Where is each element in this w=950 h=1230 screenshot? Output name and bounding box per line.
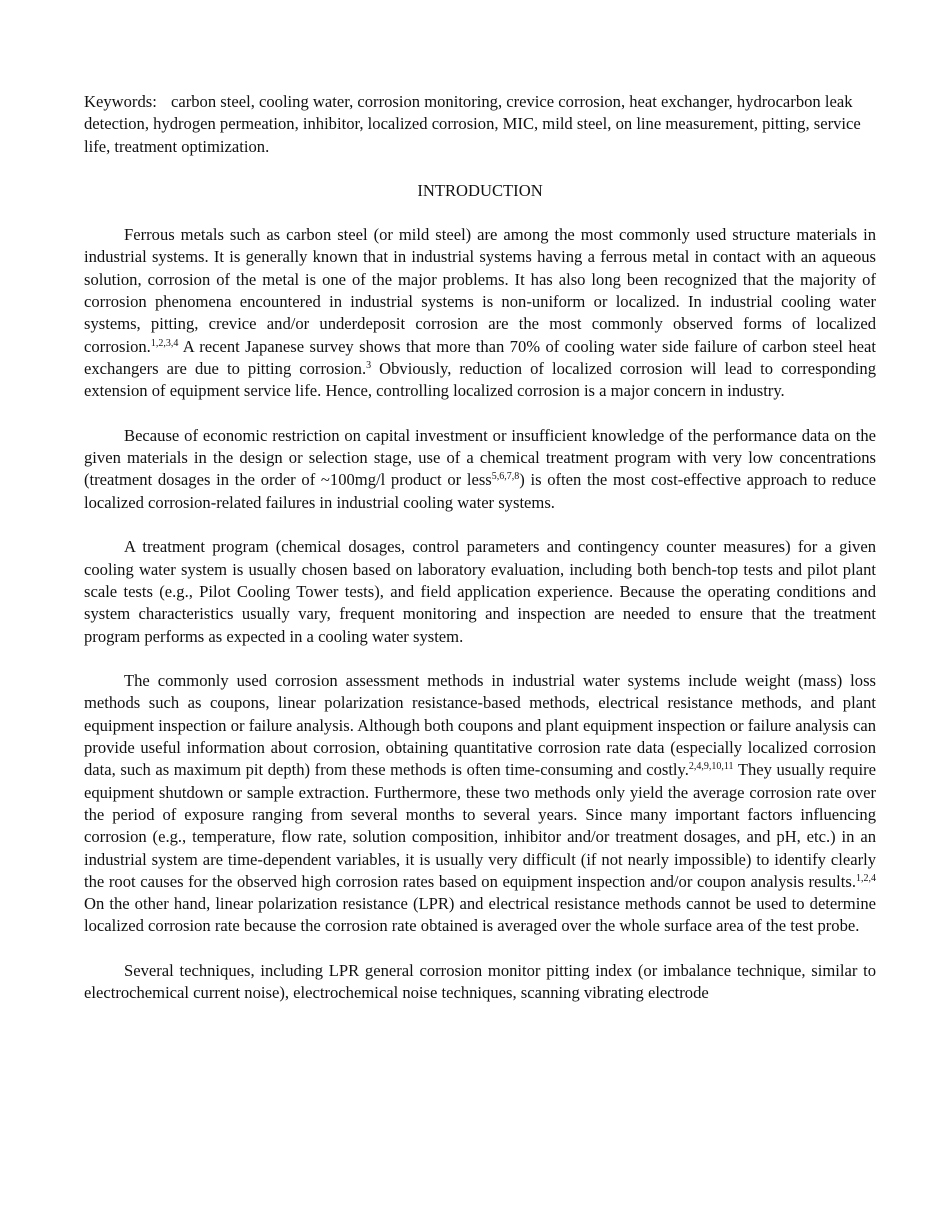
paragraph-2-text-b: ) is often the most cost-effective approach to reduce localized corrosion-related failures in industrial cooling water systems. [84, 470, 876, 512]
paragraph-2-text-a: Because of economic restriction on capital investment or insufficient knowledge of the performance data on the given materials in the design or selection stage, use of a chemical treatment program with very low concentrations (treatment dosages in the order of ~100mg/l product or less [84, 425, 876, 490]
paragraph-4-text-a: The commonly used corrosion assessment methods in industrial water systems include weight (mass) loss methods such as coupons, linear polarization resistance-based methods, electrical resistance methods, and plant equipment inspection or failure analysis. Although both coupons and plant equipment inspection or failure analysis can provide useful information about corrosion, obtaining quantitative corrosion rate data (especially localized corrosion data, such as maximum pit depth) from these methods is often time-consuming and costly. [84, 671, 876, 780]
paragraph-3 [84, 536, 876, 647]
paragraph-4 [84, 670, 876, 938]
document-page [84, 91, 876, 1005]
paragraph-1-text-b: A recent Japanese survey shows that more than 70% of cooling water side failure of carbon steel heat exchangers are due to pitting corrosion. [84, 336, 876, 378]
citation-3: 3 [366, 359, 372, 371]
citation-1-2-4: 1,2,4 [856, 872, 876, 884]
paragraph-1 [84, 224, 876, 402]
paragraph-4-text-c: On the other hand, linear polarization resistance (LPR) and electrical resistance methods cannot be used to determine localized corrosion rate because the corrosion rate obtained is averaged over the whole surface area of the test probe. [84, 894, 876, 936]
paragraph-4-text-b: They usually require equipment shutdown or sample extraction. Furthermore, these two methods only yield the average corrosion rate over the period of exposure ranging from several months to several years. Since many important factors influencing corrosion (e.g., temperature, flow rate, solution composition, inhibitor and/or treatment dosages, and pH, etc.) in an industrial system are time-dependent variables, it is usually very difficult (if not nearly impossible) to identify clearly the root causes for the observed high corrosion rates based on equipment inspection and/or coupon analysis results. [84, 760, 876, 891]
paragraph-1-text-a: Ferrous metals such as carbon steel (or mild steel) are among the most commonly used structure materials in industrial systems. It is generally known that in industrial systems having a ferrous metal in contact with an aqueous solution, corrosion of the metal is one of the major problems. It has also long been recognized that the majority of corrosion phenomena encountered in industrial systems is non-uniform or localized. In industrial cooling water systems, pitting, crevice and/or underdeposit corrosion are the most commonly observed forms of localized corrosion. [84, 225, 876, 356]
citation-1-2-3-4: 1,2,3,4 [150, 337, 179, 349]
citation-5-6-7-8: 5,6,7,8 [491, 471, 520, 483]
keywords-text: carbon steel, cooling water, corrosion monitoring, crevice corrosion, heat exchanger, hydrocarbon leak detection, hydrogen permeation, inhibitor, localized corrosion, MIC, mild steel, on line measurement, pitting, service life, treatment optimization. [84, 92, 861, 156]
section-heading-introduction: INTRODUCTION [417, 180, 543, 200]
paragraph-2 [84, 425, 876, 514]
paragraph-5 [84, 960, 876, 1005]
keywords-line [84, 91, 876, 158]
paragraph-3-text: A treatment program (chemical dosages, control parameters and contingency counter measures) for a given cooling water system is usually chosen based on laboratory evaluation, including both bench-top tests and pilot plant scale tests (e.g., Pilot Cooling Tower tests), and field application experience. Because the operating conditions and system characteristics usually vary, frequent monitoring and inspection are needed to ensure that the treatment program performs as expected in a cooling water system. [84, 537, 876, 646]
paragraph-5-text: Several techniques, including LPR general corrosion monitor pitting index (or imbalance technique, similar to electrochemical current noise), electrochemical noise techniques, scanning vibrating electrode [84, 960, 876, 1003]
keywords-label: Keywords: [84, 92, 157, 111]
citation-2-4-9-10-11: 2,4,9,10,11 [688, 761, 734, 773]
paragraph-1-text-c: Obviously, reduction of localized corrosion will lead to corresponding extension of equipment service life. Hence, controlling localized corrosion is a major concern in industry. [84, 358, 876, 401]
